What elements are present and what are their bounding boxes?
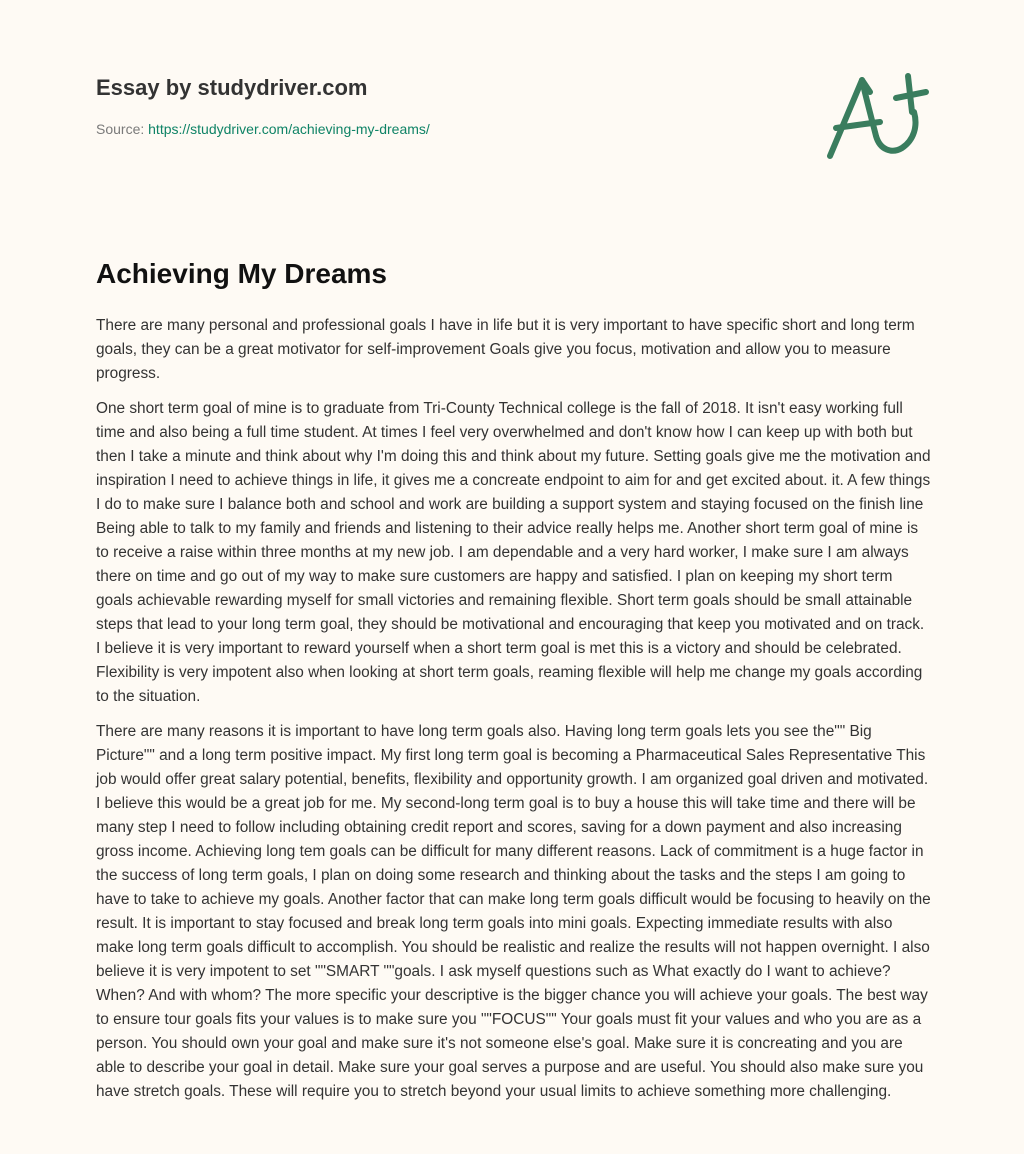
source-label: Source: <box>96 121 149 137</box>
site-title: Essay by studydriver.com <box>96 75 368 100</box>
source-link[interactable]: https://studydriver.com/achieving-my-dreams/ <box>148 121 430 137</box>
essay-paragraph: There are many reasons it is important to have long term goals also. Having long term goals lets you see the"" Big Picture"" and a long term positive impact. My first long term goal is becoming a Pharmaceutical Sales Representative This job would offer great salary potential, benefits, flexibility and opportunity growth. I am organized goal driven and motivated. I believe this would be a great job for me. My second-long term goal is to buy a house this will take time and there will be many step I need to follow including obtaining credit report and scores, saving for a down payment and also increasing gross income. Achieving long tem goals can be difficult for many different reasons. Lack of commitment is a huge factor in the success of long term goals, I plan on doing some research and thinking about the tasks and the steps I am going to have to take to achieve my goals. Another factor that can make long term goals difficult would be focusing to heavily on the result. It is important to stay focused and break long term goals into mini goals. Expecting immediate results with also make long term goals difficult to accomplish. You should be realistic and realize the results will not happen overnight. I also believe it is very impotent to set ""SMART ""goals. I ask myself questions such as What exactly do I want to achieve? When? And with whom? The more specific your descriptive is the bigger chance you will achieve your goals. The best way to ensure tour goals fits your values is to make sure you ""FOCUS"" Your goals must fit your values and who you are as a person. You should own your goal and make sure it's not someone else's goal. Make sure it is concreating and you are able to describe your goal in detail. Make sure your goal serves a purpose and are useful. You should also make sure you have stretch goals. These will require you to stretch beyond your usual limits to achieve something more challenging. <box>96 723 931 1100</box>
essay-header <box>96 74 796 138</box>
essay-title: Achieving My Dreams <box>96 258 387 289</box>
essay-paragraph: There are many personal and professional goals I have in life but it is very important to have specific short and long term goals, they can be a great motivator for self-improvement Goals give you focus, motivation and allow you to measure progress. <box>96 317 915 382</box>
a-plus-grade-icon <box>822 68 930 164</box>
source-line <box>96 120 796 138</box>
essay-paragraph: One short term goal of mine is to graduate from Tri-County Technical college is the fall of 2018. It isn't easy working full time and also being a full time student. At times I feel very overwhelmed and don't know how I can keep up with both but then I take a minute and think about why I'm doing this and think about my future. Setting goals give me the motivation and inspiration I need to achieve things in life, it gives me a concreate endpoint to aim for and get excited about. it. A few things I do to make sure I balance both and school and work are building a support system and staying focused on the finish line Being able to talk to my family and friends and listening to their advice really helps me. Another short term goal of mine is to receive a raise within three months at my new job. I am dependable and a very hard worker, I make sure I am always there on time and go out of my way to make sure customers are happy and satisfied. I plan on keeping my short term goals achievable rewarding myself for small victories and remaining flexible. Short term goals should be small attainable steps that lead to your long term goal, they should be motivational and encouraging that keep you motivated and on track. I believe it is very important to reward yourself when a short term goal is met this is a victory and should be celebrated. Flexibility is very impotent also when looking at short term goals, reaming flexible will help me change my goals according to the situation. <box>96 400 931 705</box>
essay-article <box>96 256 932 1115</box>
